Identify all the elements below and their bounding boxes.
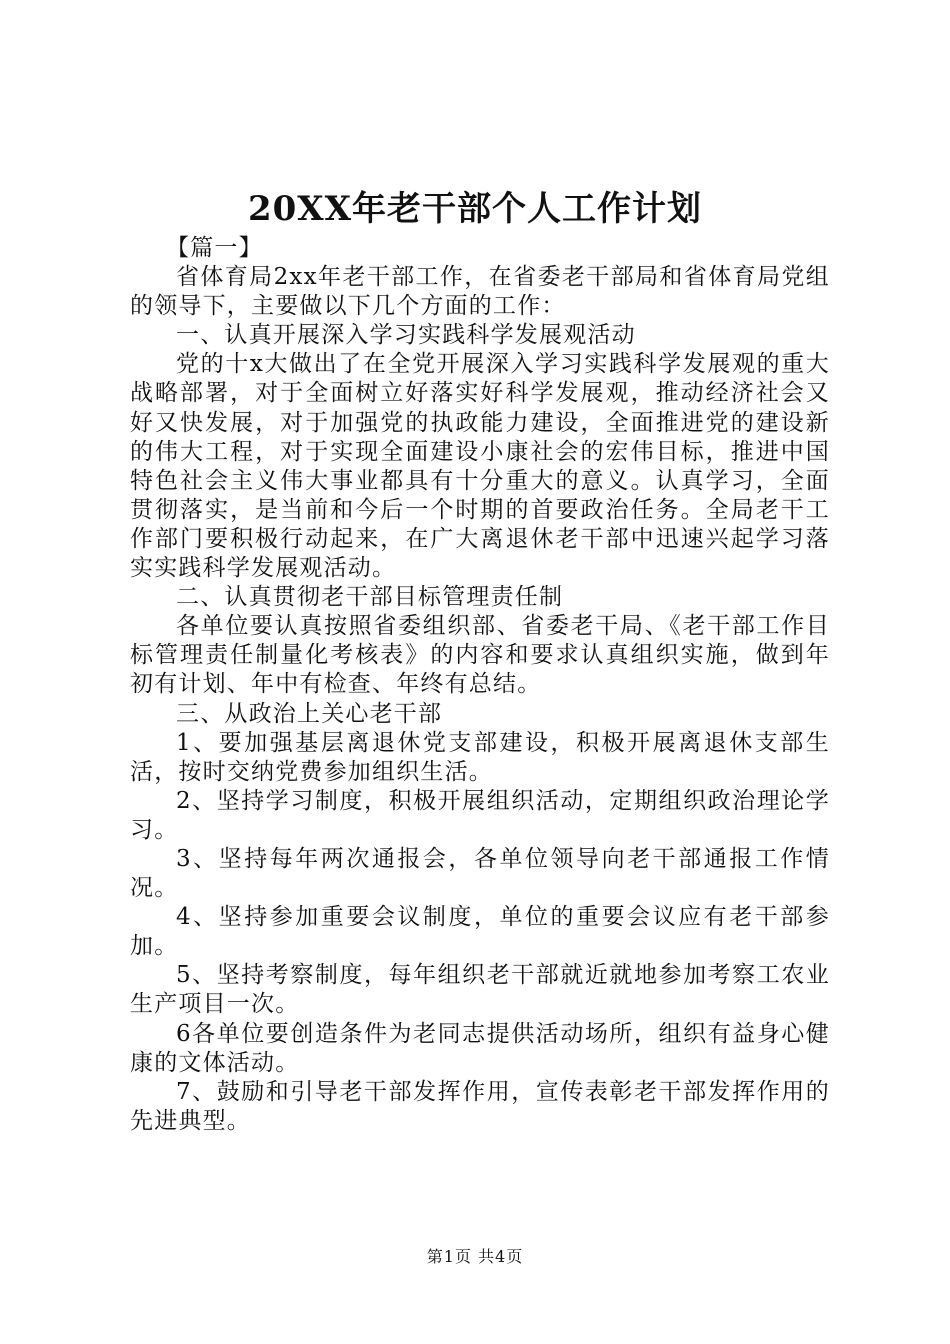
list-item: 5、坚持考察制度，每年组织老干部就近就地参加考察工农业生产项目一次。: [130, 962, 830, 1018]
page-title: 20XX年老干部个人工作计划: [247, 189, 703, 229]
heading-two: 二、认真贯彻老干部目标管理责任制: [176, 584, 564, 611]
paragraph-two: 各单位要认真按照省委组织部、省委老干局、《老干部工作目标管理责任制量化考核表》的内容和要求认真组织实施，做到年初有计划、年中有检查、年终有总结。: [130, 613, 830, 698]
list-item: 7、鼓励和引导老干部发挥作用，宣传表彰老干部发挥作用的先进典型。: [130, 1078, 830, 1134]
list-item: 2、坚持学习制度，积极开展组织活动，定期组织政治理论学习。: [130, 787, 830, 843]
list-item: 4、坚持参加重要会议制度，单位的重要会议应有老干部参加。: [130, 904, 830, 960]
heading-three: 三、从政治上关心老干部: [176, 700, 443, 727]
list-item: 3、坚持每年两次通报会，各单位领导向老干部通报工作情况。: [130, 845, 830, 902]
document-body: [130, 234, 830, 1136]
page-footer: 第1页 共4页: [426, 1247, 524, 1266]
list-item: 1、要加强基层离退休党支部建设，积极开展离退休支部生活，按时交纳党费参加组织生活。: [130, 729, 830, 785]
paragraph-one: 党的十x大做出了在全党开展深入学习实践科学发展观的重大战略部署，对于全面树立好落实好科学发展观，推动经济社会又好又快发展，对于加强党的执政能力建设，全面推进党的建设新的伟大工程，对于实现全面建设小康社会的宏伟目标，推进中国特色社会主义伟大事业都具有十分重大的意义。认真学习，全面贯彻落实，是当前和今后一个时期的首要政治任务。全局老干工作部门要积极行动起来，在广大离退休老干部中迅速兴起学习落实实践科学发展观活动。: [130, 351, 830, 582]
paragraph-intro: 省体育局2xx年老干部工作，在省委老干部局和省体育局党组的领导下，主要做以下几个方面的工作：: [130, 264, 830, 320]
list-item: 6各单位要创造条件为老同志提供活动场所，组织有益身心健康的文体活动。: [130, 1020, 830, 1076]
heading-one: 一、认真开展深入学习实践科学发展观活动: [176, 322, 636, 349]
section-mark: 【篇一】: [166, 235, 263, 261]
